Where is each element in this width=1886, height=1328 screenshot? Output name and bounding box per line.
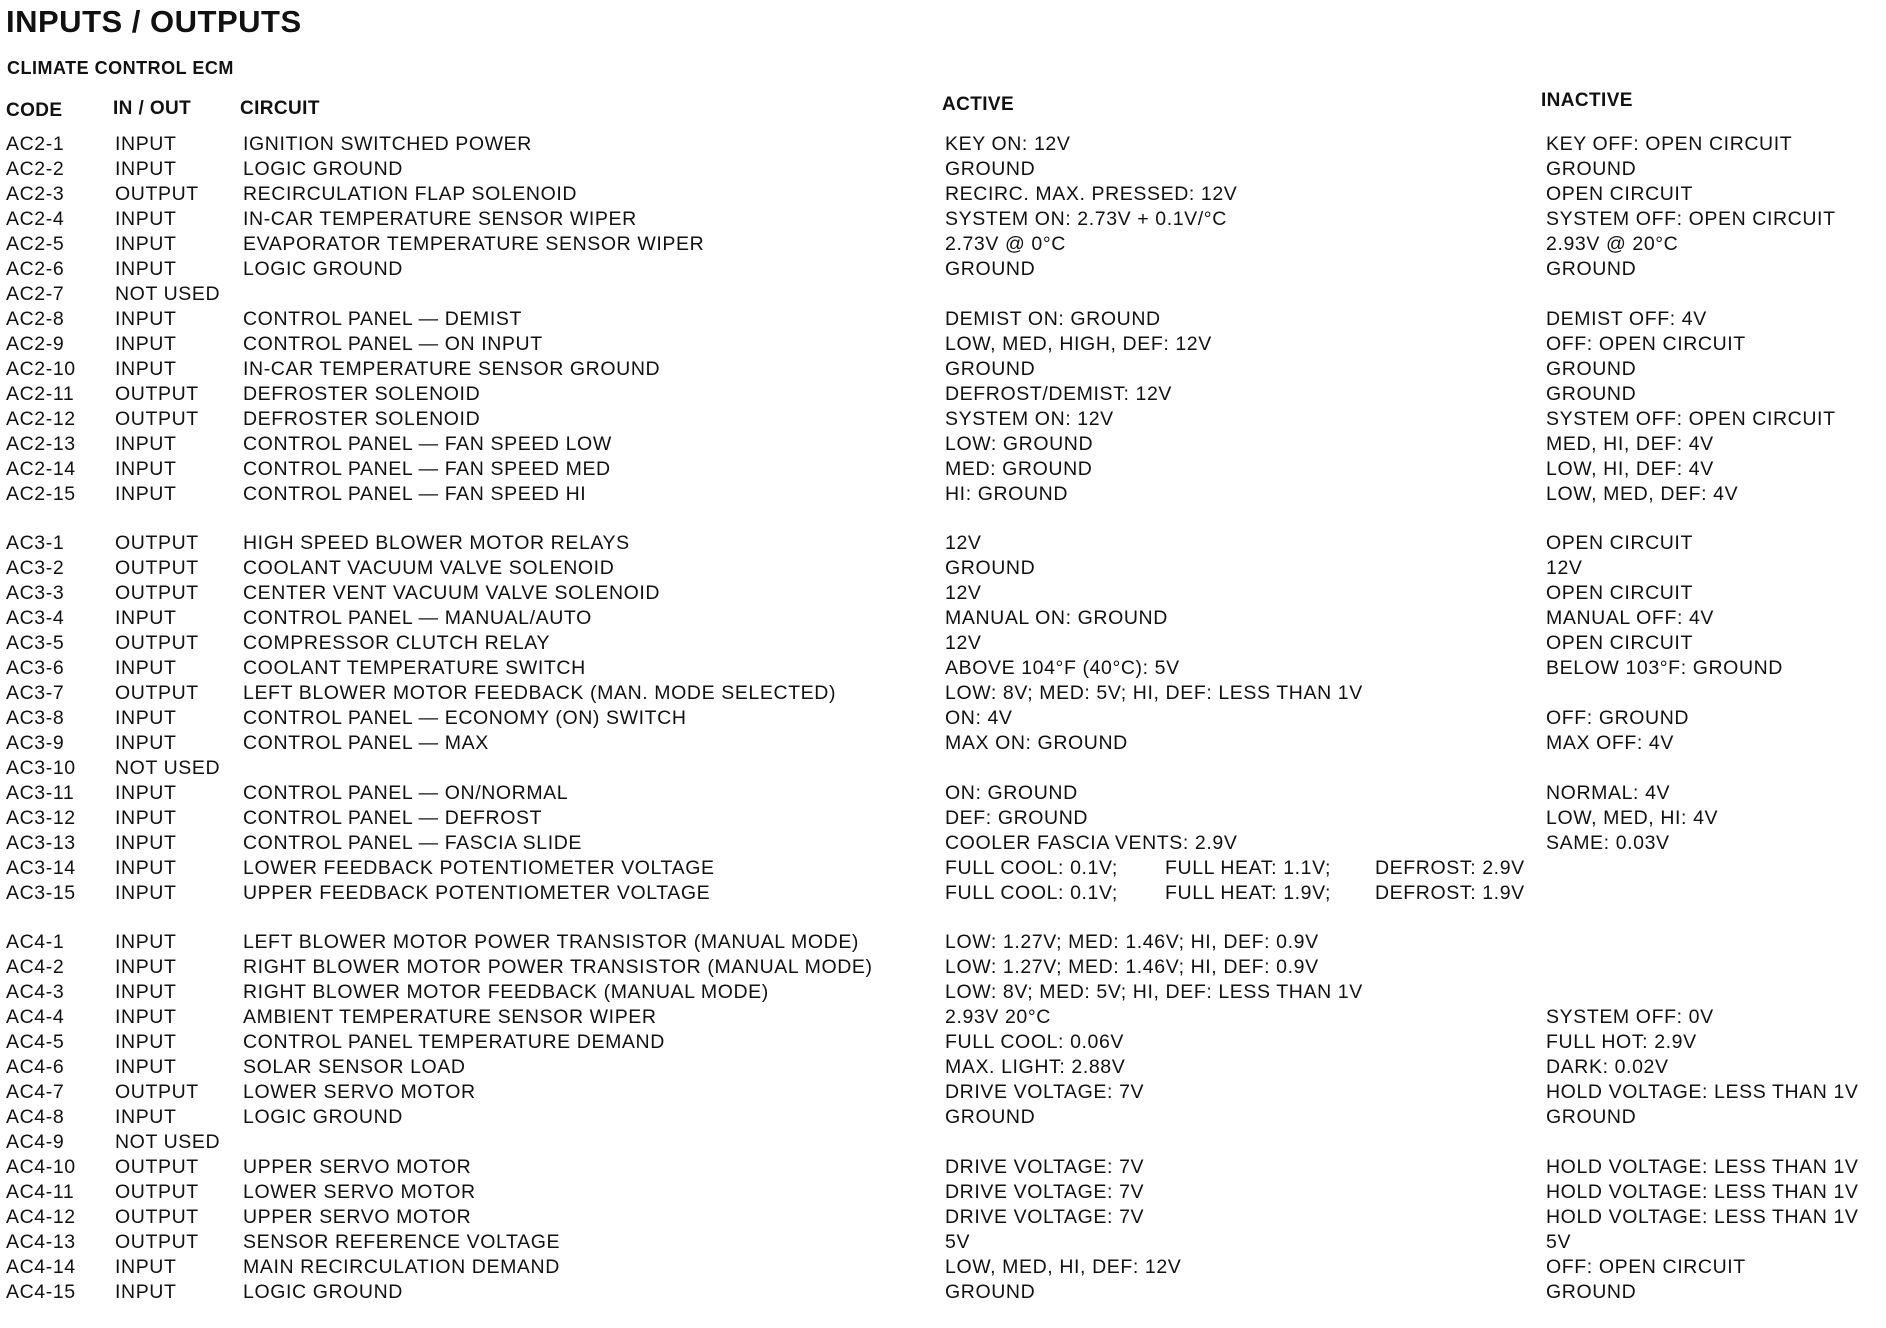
code-cell: AC4-3 bbox=[6, 981, 65, 1003]
header-inactive: INACTIVE bbox=[1541, 90, 1633, 111]
table-row bbox=[0, 1030, 1886, 1055]
code-cell: AC2-14 bbox=[6, 458, 76, 480]
in-out-cell: OUTPUT bbox=[115, 682, 199, 704]
circuit-cell: CONTROL PANEL — ON/NORMAL bbox=[243, 782, 569, 804]
circuit-cell: UPPER FEEDBACK POTENTIOMETER VOLTAGE bbox=[243, 882, 711, 904]
in-out-cell: INPUT bbox=[115, 1056, 177, 1078]
active-cell: MED: GROUND bbox=[945, 458, 1093, 480]
code-cell: AC3-7 bbox=[6, 682, 65, 704]
table-row bbox=[0, 955, 1886, 980]
table-group bbox=[0, 930, 1886, 1305]
circuit-cell: DEFROSTER SOLENOID bbox=[243, 408, 481, 430]
circuit-cell: LOGIC GROUND bbox=[243, 258, 403, 280]
in-out-cell: OUTPUT bbox=[115, 582, 199, 604]
active-cell: SYSTEM ON: 2.73V + 0.1V/°C bbox=[945, 208, 1227, 230]
active-cell: LOW: 1.27V; MED: 1.46V; HI, DEF: 0.9V bbox=[945, 931, 1319, 953]
active-cell: MANUAL ON: GROUND bbox=[945, 607, 1168, 629]
active-cell: RECIRC. MAX. PRESSED: 12V bbox=[945, 183, 1238, 205]
table-row bbox=[0, 1280, 1886, 1305]
active-cell: 2.93V 20°C bbox=[945, 1006, 1051, 1028]
active-cell: LOW, MED, HIGH, DEF: 12V bbox=[945, 333, 1212, 355]
in-out-cell: INPUT bbox=[115, 158, 177, 180]
active-cell: FULL COOL: 0.1V; bbox=[945, 882, 1118, 904]
active-cell-3: DEFROST: 1.9V bbox=[1375, 882, 1525, 904]
active-cell: HI: GROUND bbox=[945, 483, 1068, 505]
table-row bbox=[0, 132, 1886, 157]
table-row bbox=[0, 382, 1886, 407]
inactive-cell: HOLD VOLTAGE: LESS THAN 1V bbox=[1546, 1156, 1859, 1178]
in-out-cell: INPUT bbox=[115, 657, 177, 679]
inactive-cell: HOLD VOLTAGE: LESS THAN 1V bbox=[1546, 1081, 1859, 1103]
code-cell: AC3-10 bbox=[6, 757, 76, 779]
inactive-cell: OFF: OPEN CIRCUIT bbox=[1546, 1256, 1746, 1278]
circuit-cell: COMPRESSOR CLUTCH RELAY bbox=[243, 632, 551, 654]
circuit-cell: DEFROSTER SOLENOID bbox=[243, 383, 481, 405]
header-code: CODE bbox=[6, 100, 63, 121]
table-row bbox=[0, 307, 1886, 332]
code-cell: AC3-3 bbox=[6, 582, 65, 604]
code-cell: AC4-2 bbox=[6, 956, 65, 978]
table-row bbox=[0, 756, 1886, 781]
table-row bbox=[0, 531, 1886, 556]
table-row bbox=[0, 1005, 1886, 1030]
in-out-cell: OUTPUT bbox=[115, 1231, 199, 1253]
table-row bbox=[0, 881, 1886, 906]
inactive-cell: OPEN CIRCUIT bbox=[1546, 582, 1693, 604]
in-out-cell: INPUT bbox=[115, 308, 177, 330]
code-cell: AC4-4 bbox=[6, 1006, 65, 1028]
table-row bbox=[0, 781, 1886, 806]
in-out-cell: OUTPUT bbox=[115, 408, 199, 430]
active-cell: 2.73V @ 0°C bbox=[945, 233, 1066, 255]
table-row bbox=[0, 257, 1886, 282]
active-cell: DEF: GROUND bbox=[945, 807, 1089, 829]
table-row bbox=[0, 1105, 1886, 1130]
inactive-cell: LOW, HI, DEF: 4V bbox=[1546, 458, 1714, 480]
inactive-cell: OPEN CIRCUIT bbox=[1546, 632, 1693, 654]
active-cell-2: FULL HEAT: 1.1V; bbox=[1165, 857, 1332, 879]
circuit-cell: COOLANT TEMPERATURE SWITCH bbox=[243, 657, 586, 679]
circuit-cell: AMBIENT TEMPERATURE SENSOR WIPER bbox=[243, 1006, 657, 1028]
active-cell: DEMIST ON: GROUND bbox=[945, 308, 1161, 330]
in-out-cell: INPUT bbox=[115, 1281, 177, 1303]
code-cell: AC4-9 bbox=[6, 1131, 65, 1153]
circuit-cell: LOWER SERVO MOTOR bbox=[243, 1081, 476, 1103]
inactive-cell: 2.93V @ 20°C bbox=[1546, 233, 1679, 255]
circuit-cell: CONTROL PANEL TEMPERATURE DEMAND bbox=[243, 1031, 665, 1053]
in-out-cell: INPUT bbox=[115, 358, 177, 380]
in-out-cell: OUTPUT bbox=[115, 532, 199, 554]
in-out-cell: OUTPUT bbox=[115, 1156, 199, 1178]
inactive-cell: LOW, MED, HI: 4V bbox=[1546, 807, 1719, 829]
circuit-cell: SOLAR SENSOR LOAD bbox=[243, 1056, 466, 1078]
table-row bbox=[0, 182, 1886, 207]
code-cell: AC3-12 bbox=[6, 807, 76, 829]
inactive-cell: DARK: 0.02V bbox=[1546, 1056, 1669, 1078]
code-cell: AC3-5 bbox=[6, 632, 65, 654]
table-row bbox=[0, 581, 1886, 606]
inactive-cell: GROUND bbox=[1546, 358, 1637, 380]
in-out-cell: OUTPUT bbox=[115, 1181, 199, 1203]
circuit-cell: CONTROL PANEL — DEMIST bbox=[243, 308, 523, 330]
inactive-cell: MAX OFF: 4V bbox=[1546, 732, 1674, 754]
page-title: INPUTS / OUTPUTS bbox=[6, 4, 302, 39]
active-cell: LOW: 8V; MED: 5V; HI, DEF: LESS THAN 1V bbox=[945, 981, 1363, 1003]
circuit-cell: EVAPORATOR TEMPERATURE SENSOR WIPER bbox=[243, 233, 705, 255]
table-row bbox=[0, 556, 1886, 581]
circuit-cell: LOGIC GROUND bbox=[243, 158, 403, 180]
inactive-cell: KEY OFF: OPEN CIRCUIT bbox=[1546, 133, 1793, 155]
active-cell: GROUND bbox=[945, 557, 1036, 579]
inactive-cell: SAME: 0.03V bbox=[1546, 832, 1670, 854]
inactive-cell: GROUND bbox=[1546, 1281, 1637, 1303]
in-out-cell: INPUT bbox=[115, 233, 177, 255]
inactive-cell: SYSTEM OFF: OPEN CIRCUIT bbox=[1546, 208, 1836, 230]
table-row bbox=[0, 332, 1886, 357]
inactive-cell: MED, HI, DEF: 4V bbox=[1546, 433, 1714, 455]
table-row bbox=[0, 432, 1886, 457]
table-row bbox=[0, 1055, 1886, 1080]
active-cell: ON: GROUND bbox=[945, 782, 1078, 804]
table-row bbox=[0, 282, 1886, 307]
inactive-cell: LOW, MED, DEF: 4V bbox=[1546, 483, 1739, 505]
circuit-cell: LOGIC GROUND bbox=[243, 1106, 403, 1128]
circuit-cell: CONTROL PANEL — ON INPUT bbox=[243, 333, 543, 355]
table-row bbox=[0, 1130, 1886, 1155]
table-row bbox=[0, 1080, 1886, 1105]
active-cell: KEY ON: 12V bbox=[945, 133, 1071, 155]
inactive-cell: FULL HOT: 2.9V bbox=[1546, 1031, 1697, 1053]
code-cell: AC3-8 bbox=[6, 707, 65, 729]
active-cell: FULL COOL: 0.1V; bbox=[945, 857, 1118, 879]
circuit-cell: LOWER SERVO MOTOR bbox=[243, 1181, 476, 1203]
table-row bbox=[0, 232, 1886, 257]
code-cell: AC2-13 bbox=[6, 433, 76, 455]
active-cell: MAX ON: GROUND bbox=[945, 732, 1128, 754]
header-in-out: IN / OUT bbox=[113, 98, 192, 119]
circuit-cell: CONTROL PANEL — MAX bbox=[243, 732, 489, 754]
table-row bbox=[0, 1230, 1886, 1255]
code-cell: AC2-1 bbox=[6, 133, 65, 155]
circuit-cell: IGNITION SWITCHED POWER bbox=[243, 133, 532, 155]
code-cell: AC4-11 bbox=[6, 1181, 75, 1203]
code-cell: AC4-10 bbox=[6, 1156, 76, 1178]
code-cell: AC3-11 bbox=[6, 782, 75, 804]
circuit-cell: CONTROL PANEL — FAN SPEED LOW bbox=[243, 433, 612, 455]
in-out-cell: INPUT bbox=[115, 707, 177, 729]
in-out-cell: INPUT bbox=[115, 433, 177, 455]
table-group bbox=[0, 531, 1886, 906]
active-cell: 12V bbox=[945, 582, 982, 604]
in-out-cell: OUTPUT bbox=[115, 1206, 199, 1228]
circuit-cell: MAIN RECIRCULATION DEMAND bbox=[243, 1256, 560, 1278]
in-out-cell: OUTPUT bbox=[115, 183, 199, 205]
io-table bbox=[0, 132, 1886, 1305]
active-cell: GROUND bbox=[945, 1106, 1036, 1128]
code-cell: AC3-15 bbox=[6, 882, 76, 904]
in-out-cell: INPUT bbox=[115, 1031, 177, 1053]
circuit-cell: RECIRCULATION FLAP SOLENOID bbox=[243, 183, 578, 205]
table-group bbox=[0, 132, 1886, 507]
active-cell: ABOVE 104°F (40°C): 5V bbox=[945, 657, 1180, 679]
table-row bbox=[0, 207, 1886, 232]
circuit-cell: UPPER SERVO MOTOR bbox=[243, 1206, 472, 1228]
active-cell: MAX. LIGHT: 2.88V bbox=[945, 1056, 1126, 1078]
inactive-cell: SYSTEM OFF: OPEN CIRCUIT bbox=[1546, 408, 1836, 430]
in-out-cell: INPUT bbox=[115, 1106, 177, 1128]
circuit-cell: SENSOR REFERENCE VOLTAGE bbox=[243, 1231, 561, 1253]
table-row bbox=[0, 1205, 1886, 1230]
code-cell: AC3-6 bbox=[6, 657, 65, 679]
code-cell: AC2-3 bbox=[6, 183, 65, 205]
active-cell: ON: 4V bbox=[945, 707, 1013, 729]
code-cell: AC4-13 bbox=[6, 1231, 76, 1253]
in-out-cell: INPUT bbox=[115, 1006, 177, 1028]
circuit-cell: CONTROL PANEL — FASCIA SLIDE bbox=[243, 832, 582, 854]
circuit-cell: LEFT BLOWER MOTOR POWER TRANSISTOR (MANUAL MODE) bbox=[243, 931, 860, 953]
code-cell: AC3-13 bbox=[6, 832, 76, 854]
code-cell: AC4-6 bbox=[6, 1056, 65, 1078]
header-circuit: CIRCUIT bbox=[240, 98, 320, 119]
inactive-cell: GROUND bbox=[1546, 1106, 1637, 1128]
circuit-cell: LEFT BLOWER MOTOR FEEDBACK (MAN. MODE SELECTED) bbox=[243, 682, 837, 704]
code-cell: AC4-12 bbox=[6, 1206, 76, 1228]
in-out-cell: INPUT bbox=[115, 483, 177, 505]
active-cell: DEFROST/DEMIST: 12V bbox=[945, 383, 1173, 405]
circuit-cell: IN-CAR TEMPERATURE SENSOR WIPER bbox=[243, 208, 637, 230]
circuit-cell: LOWER FEEDBACK POTENTIOMETER VOLTAGE bbox=[243, 857, 715, 879]
code-cell: AC3-4 bbox=[6, 607, 65, 629]
table-row bbox=[0, 706, 1886, 731]
circuit-cell: RIGHT BLOWER MOTOR FEEDBACK (MANUAL MODE) bbox=[243, 981, 769, 1003]
in-out-cell: NOT USED bbox=[115, 1131, 221, 1153]
code-cell: AC3-14 bbox=[6, 857, 76, 879]
circuit-cell: LOGIC GROUND bbox=[243, 1281, 403, 1303]
inactive-cell: HOLD VOLTAGE: LESS THAN 1V bbox=[1546, 1206, 1859, 1228]
table-row bbox=[0, 980, 1886, 1005]
code-cell: AC2-5 bbox=[6, 233, 65, 255]
active-cell: LOW: GROUND bbox=[945, 433, 1094, 455]
inactive-cell: OFF: GROUND bbox=[1546, 707, 1690, 729]
inactive-cell: DEMIST OFF: 4V bbox=[1546, 308, 1707, 330]
code-cell: AC4-14 bbox=[6, 1256, 76, 1278]
in-out-cell: INPUT bbox=[115, 832, 177, 854]
circuit-cell: CONTROL PANEL — DEFROST bbox=[243, 807, 543, 829]
inactive-cell: NORMAL: 4V bbox=[1546, 782, 1671, 804]
inactive-cell: 5V bbox=[1546, 1231, 1572, 1253]
code-cell: AC4-7 bbox=[6, 1081, 65, 1103]
inactive-cell: BELOW 103°F: GROUND bbox=[1546, 657, 1783, 679]
active-cell: SYSTEM ON: 12V bbox=[945, 408, 1114, 430]
code-cell: AC2-10 bbox=[6, 358, 76, 380]
code-cell: AC3-1 bbox=[6, 532, 65, 554]
active-cell: DRIVE VOLTAGE: 7V bbox=[945, 1156, 1145, 1178]
active-cell-3: DEFROST: 2.9V bbox=[1375, 857, 1525, 879]
inactive-cell: GROUND bbox=[1546, 158, 1637, 180]
active-cell-2: FULL HEAT: 1.9V; bbox=[1165, 882, 1332, 904]
in-out-cell: NOT USED bbox=[115, 283, 221, 305]
inactive-cell: SYSTEM OFF: 0V bbox=[1546, 1006, 1714, 1028]
in-out-cell: OUTPUT bbox=[115, 557, 199, 579]
inactive-cell: OPEN CIRCUIT bbox=[1546, 532, 1693, 554]
circuit-cell: CONTROL PANEL — MANUAL/AUTO bbox=[243, 607, 592, 629]
in-out-cell: INPUT bbox=[115, 981, 177, 1003]
in-out-cell: INPUT bbox=[115, 857, 177, 879]
active-cell: GROUND bbox=[945, 1281, 1036, 1303]
table-row bbox=[0, 681, 1886, 706]
page-subtitle: CLIMATE CONTROL ECM bbox=[7, 58, 234, 78]
in-out-cell: INPUT bbox=[115, 333, 177, 355]
in-out-cell: INPUT bbox=[115, 133, 177, 155]
in-out-cell: INPUT bbox=[115, 607, 177, 629]
inactive-cell: MANUAL OFF: 4V bbox=[1546, 607, 1715, 629]
in-out-cell: OUTPUT bbox=[115, 632, 199, 654]
inactive-cell: GROUND bbox=[1546, 383, 1637, 405]
table-row bbox=[0, 1155, 1886, 1180]
in-out-cell: OUTPUT bbox=[115, 1081, 199, 1103]
table-row bbox=[0, 930, 1886, 955]
code-cell: AC4-1 bbox=[6, 931, 65, 953]
in-out-cell: NOT USED bbox=[115, 757, 221, 779]
table-row bbox=[0, 856, 1886, 881]
code-cell: AC2-2 bbox=[6, 158, 65, 180]
in-out-cell: INPUT bbox=[115, 458, 177, 480]
table-row bbox=[0, 1180, 1886, 1205]
in-out-cell: INPUT bbox=[115, 956, 177, 978]
in-out-cell: INPUT bbox=[115, 931, 177, 953]
code-cell: AC2-8 bbox=[6, 308, 65, 330]
inactive-cell: GROUND bbox=[1546, 258, 1637, 280]
code-cell: AC2-11 bbox=[6, 383, 75, 405]
table-row bbox=[0, 606, 1886, 631]
code-cell: AC2-7 bbox=[6, 283, 65, 305]
in-out-cell: INPUT bbox=[115, 807, 177, 829]
circuit-cell: RIGHT BLOWER MOTOR POWER TRANSISTOR (MANUAL MODE) bbox=[243, 956, 873, 978]
code-cell: AC2-6 bbox=[6, 258, 65, 280]
table-row bbox=[0, 656, 1886, 681]
active-cell: LOW: 1.27V; MED: 1.46V; HI, DEF: 0.9V bbox=[945, 956, 1319, 978]
code-cell: AC4-15 bbox=[6, 1281, 76, 1303]
code-cell: AC3-9 bbox=[6, 732, 65, 754]
in-out-cell: INPUT bbox=[115, 1256, 177, 1278]
in-out-cell: INPUT bbox=[115, 208, 177, 230]
circuit-cell: CENTER VENT VACUUM VALVE SOLENOID bbox=[243, 582, 661, 604]
active-cell: DRIVE VOLTAGE: 7V bbox=[945, 1081, 1145, 1103]
circuit-cell: CONTROL PANEL — FAN SPEED HI bbox=[243, 483, 587, 505]
inactive-cell: OFF: OPEN CIRCUIT bbox=[1546, 333, 1746, 355]
code-cell: AC3-2 bbox=[6, 557, 65, 579]
header-active: ACTIVE bbox=[942, 94, 1015, 115]
circuit-cell: CONTROL PANEL — FAN SPEED MED bbox=[243, 458, 611, 480]
code-cell: AC2-4 bbox=[6, 208, 65, 230]
in-out-cell: INPUT bbox=[115, 732, 177, 754]
code-cell: AC4-8 bbox=[6, 1106, 65, 1128]
inactive-cell: OPEN CIRCUIT bbox=[1546, 183, 1693, 205]
table-row bbox=[0, 482, 1886, 507]
circuit-cell: COOLANT VACUUM VALVE SOLENOID bbox=[243, 557, 615, 579]
table-row bbox=[0, 457, 1886, 482]
table-row bbox=[0, 806, 1886, 831]
active-cell: GROUND bbox=[945, 258, 1036, 280]
circuit-cell: CONTROL PANEL — ECONOMY (ON) SWITCH bbox=[243, 707, 687, 729]
table-row bbox=[0, 731, 1886, 756]
code-cell: AC4-5 bbox=[6, 1031, 65, 1053]
table-row bbox=[0, 1255, 1886, 1280]
active-cell: GROUND bbox=[945, 158, 1036, 180]
active-cell: LOW, MED, HI, DEF: 12V bbox=[945, 1256, 1182, 1278]
code-cell: AC2-9 bbox=[6, 333, 65, 355]
active-cell: FULL COOL: 0.06V bbox=[945, 1031, 1125, 1053]
table-row bbox=[0, 631, 1886, 656]
active-cell: DRIVE VOLTAGE: 7V bbox=[945, 1181, 1145, 1203]
active-cell: 5V bbox=[945, 1231, 971, 1253]
active-cell: COOLER FASCIA VENTS: 2.9V bbox=[945, 832, 1238, 854]
code-cell: AC2-15 bbox=[6, 483, 76, 505]
inactive-cell: HOLD VOLTAGE: LESS THAN 1V bbox=[1546, 1181, 1859, 1203]
code-cell: AC2-12 bbox=[6, 408, 76, 430]
active-cell: LOW: 8V; MED: 5V; HI, DEF: LESS THAN 1V bbox=[945, 682, 1363, 704]
in-out-cell: INPUT bbox=[115, 882, 177, 904]
circuit-cell: HIGH SPEED BLOWER MOTOR RELAYS bbox=[243, 532, 630, 554]
active-cell: 12V bbox=[945, 532, 982, 554]
active-cell: 12V bbox=[945, 632, 982, 654]
in-out-cell: INPUT bbox=[115, 782, 177, 804]
in-out-cell: OUTPUT bbox=[115, 383, 199, 405]
table-row bbox=[0, 157, 1886, 182]
table-row bbox=[0, 831, 1886, 856]
inactive-cell: 12V bbox=[1546, 557, 1583, 579]
circuit-cell: UPPER SERVO MOTOR bbox=[243, 1156, 472, 1178]
active-cell: DRIVE VOLTAGE: 7V bbox=[945, 1206, 1145, 1228]
active-cell: GROUND bbox=[945, 358, 1036, 380]
table-row bbox=[0, 357, 1886, 382]
in-out-cell: INPUT bbox=[115, 258, 177, 280]
table-row bbox=[0, 407, 1886, 432]
circuit-cell: IN-CAR TEMPERATURE SENSOR GROUND bbox=[243, 358, 661, 380]
